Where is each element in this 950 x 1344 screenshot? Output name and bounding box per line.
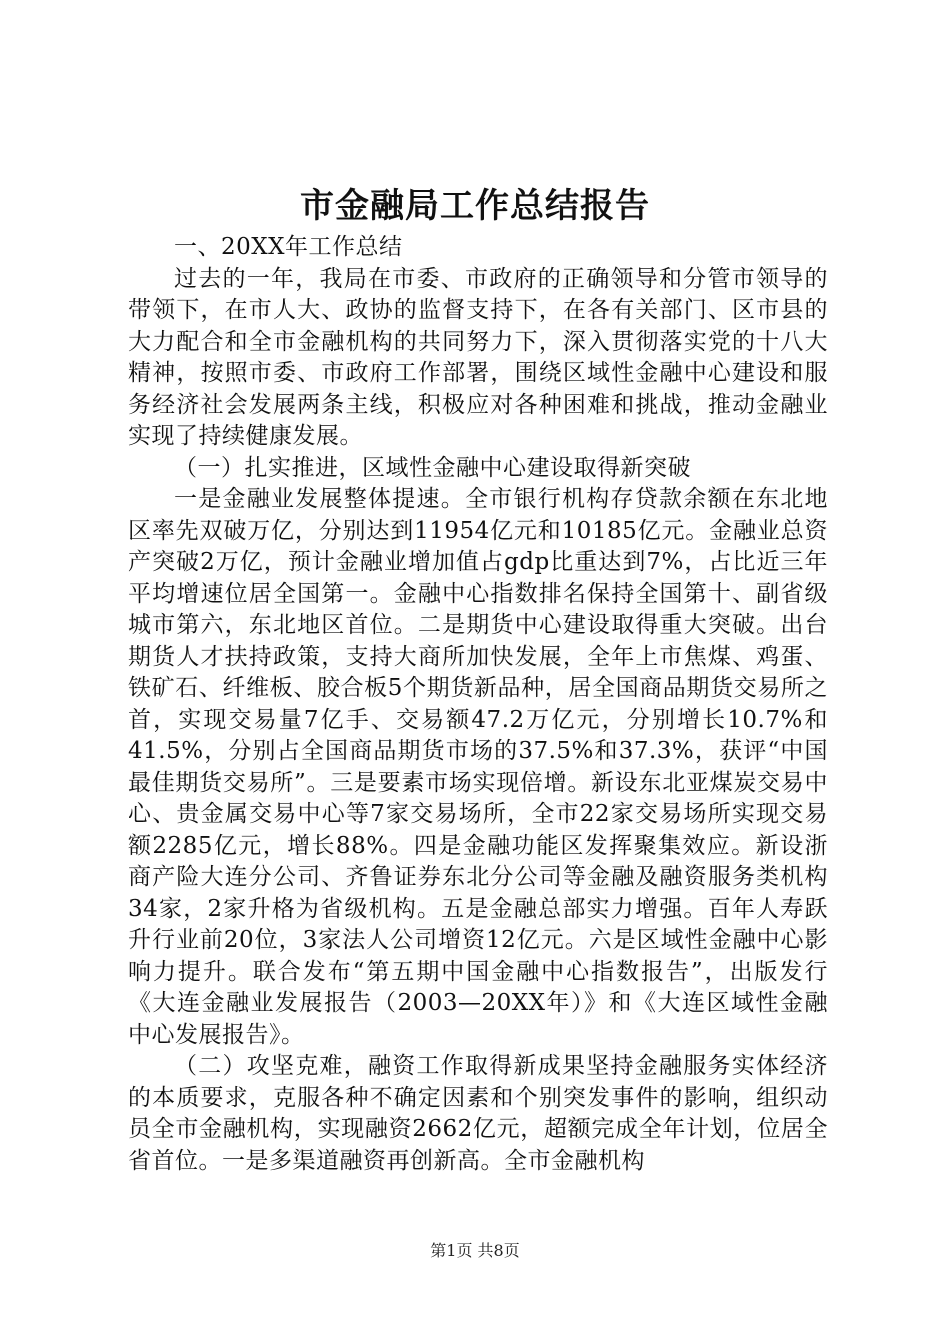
subsection-heading: （一）扎实推进，区域性金融中心建设取得新突破 [174,454,691,481]
body-paragraph: （二）攻坚克难，融资工作取得新成果坚持金融服务实体经济的本质要求，克服各种不确定因素和个别突发事件的影响，组织动员全市金融机构，实现融资2662亿元，超额完成全年计划，位居全省首位。一是多渠道融资再创新高。全市金融机构 [128,1053,828,1174]
page-number-footer: 第1页 共8页 [430,1241,520,1260]
section-heading: 一、20XX年工作总结 [174,234,403,260]
body-paragraph: 过去的一年，我局在市委、市政府的正确领导和分管市领导的带领下，在市人大、政协的监督支持下，在各有关部门、区市县的大力配合和全市金融机构的共同努力下，深入贯彻落实党的十八大精神，按照市委、市政府工作部署，围绕区域性金融中心建设和服务经济社会发展两条主线，积极应对各种困难和挑战，推动金融业实现了持续健康发展。 [128,265,828,449]
body-paragraph: 一是金融业发展整体提速。全市银行机构存贷款余额在东北地区率先双破万亿，分别达到11954亿元和10185亿元。金融业总资产突破2万亿，预计金融业增加值占gdp比重达到7%，占比近三年平均增速位居全国第一。金融中心指数排名保持全国第十、副省级城市第六，东北地区首位。二是期货中心建设取得重大突破。出台期货人才扶持政策，支持大商所加快发展，全年上市焦煤、鸡蛋、铁矿石、纤维板、胶合板5个期货新品种，居全国商品期货交易所之首，实现交易量7亿手、交易额47.2万亿元，分别增长10.7%和41.5%，分别占全国商品期货市场的37.5%和37.3%，获评“中国最佳期货交易所”。三是要素市场实现倍增。新设东北亚煤炭交易中心、贵金属交易中心等7家交易场所，全市22家交易场所实现交易额2285亿元，增长88%。四是金融功能区发挥聚集效应。新设浙商产险大连分公司、齐鲁证券东北分公司等金融及融资服务类机构34家，2家升格为省级机构。五是金融总部实力增强。百年人寿跃升行业前20位，3家法人公司增资12亿元。六是区域性金融中心影响力提升。联合发布“第五期中国金融中心指数报告”，出版发行《大连金融业发展报告（2003—20XX年）》和《大连区域性金融中心发展报告》。 [128,486,828,1048]
document-body [128,232,828,1177]
document-title: 市金融局工作总结报告 [300,186,650,226]
